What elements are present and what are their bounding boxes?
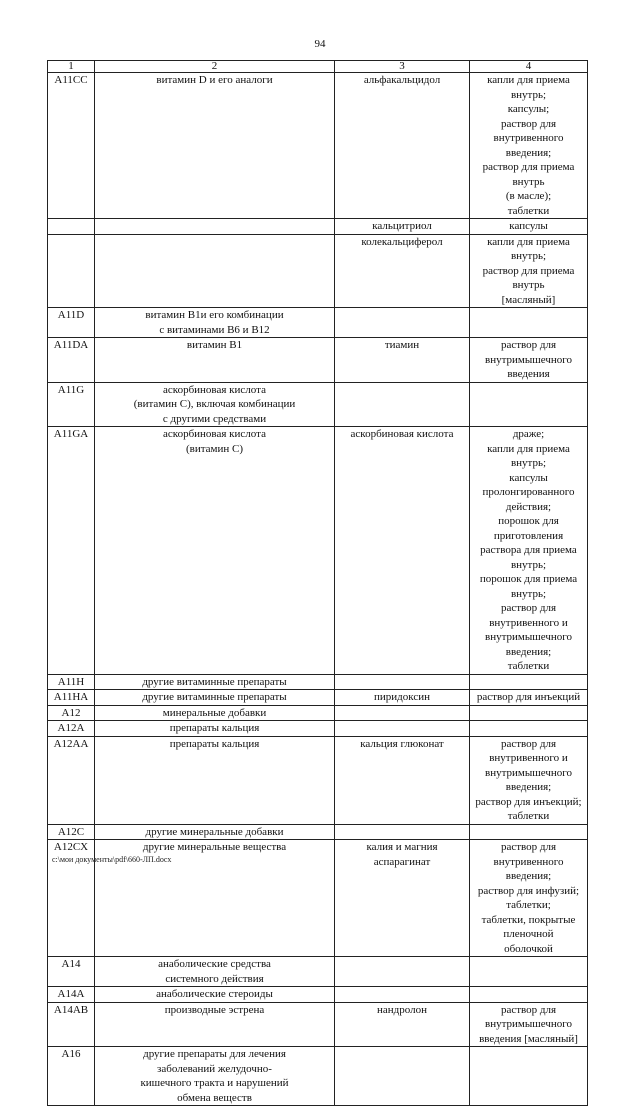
group-name xyxy=(95,1047,335,1106)
dosage-forms xyxy=(470,987,588,1003)
drug-name xyxy=(335,957,470,987)
page-number: 94 xyxy=(314,38,326,50)
table-row xyxy=(48,705,588,721)
dosage-forms-line: таблетки xyxy=(507,810,550,822)
drug-name xyxy=(335,674,470,690)
drug-name-line: кальцитриол xyxy=(372,220,432,232)
dosage-forms-line: введения; xyxy=(505,146,552,159)
drug-name xyxy=(335,1002,470,1047)
column-header: 2 xyxy=(95,61,335,73)
drug-name xyxy=(335,721,470,737)
dosage-forms xyxy=(470,705,588,721)
column-header: 4 xyxy=(470,61,588,73)
dosage-forms-line: раствор для внутривенного и xyxy=(489,737,568,764)
group-name-line: витамин B1 xyxy=(186,339,243,351)
table-row xyxy=(48,736,588,824)
dosage-forms-line: капсулы xyxy=(509,220,548,232)
atc-code: A12 xyxy=(48,705,95,721)
dosage-forms-line: порошок для приема внутрь; xyxy=(479,573,578,600)
group-name xyxy=(95,824,335,840)
atc-code: A11G xyxy=(48,382,95,427)
drug-name-line: кальция глюконат xyxy=(360,737,444,750)
dosage-forms xyxy=(470,308,588,338)
dosage-forms-line: внутримышечного введения; xyxy=(485,631,572,658)
table-row xyxy=(48,308,588,338)
dosage-forms-line: капли для приема внутрь; xyxy=(487,442,570,469)
dosage-forms xyxy=(470,674,588,690)
atc-code: A14 xyxy=(48,957,95,987)
table-row xyxy=(48,1047,588,1106)
drug-name xyxy=(335,824,470,840)
drug-name xyxy=(335,736,470,824)
group-name-line: другие препараты для лечения xyxy=(143,1048,286,1060)
table-row xyxy=(48,957,588,987)
dosage-forms xyxy=(470,721,588,737)
dosage-forms-line: таблетки xyxy=(507,204,550,217)
drug-name xyxy=(335,308,470,338)
drug-name-line: альфакальцидол xyxy=(363,74,441,86)
group-name-line: минеральные добавки xyxy=(162,706,267,719)
group-name-line: аскорбиновая кислота xyxy=(163,383,266,396)
dosage-forms-line: таблетки; xyxy=(506,899,551,911)
group-name xyxy=(95,957,335,987)
dosage-forms-line: раствор для инъекций xyxy=(476,691,581,703)
group-name-line: с другими средствами xyxy=(162,412,267,425)
group-name-line: производные эстрена xyxy=(164,1003,265,1016)
group-name xyxy=(95,705,335,721)
dosage-forms xyxy=(470,427,588,675)
drug-name-line: тиамин xyxy=(384,339,420,351)
dosage-forms-line: раствор для внутримышечного xyxy=(485,339,572,366)
atc-code: A11DA xyxy=(48,338,95,383)
group-name xyxy=(95,987,335,1003)
dosage-forms xyxy=(470,234,588,308)
dosage-forms xyxy=(470,840,588,957)
dosage-forms-line: раствор для внутривенного xyxy=(493,841,564,868)
group-name xyxy=(95,674,335,690)
dosage-forms xyxy=(470,957,588,987)
table-row xyxy=(48,674,588,690)
dosage-forms-line: раствор для приема внутрь xyxy=(482,161,575,188)
table-row xyxy=(48,1002,588,1047)
atc-code xyxy=(48,219,95,235)
drug-name-line: аспарагинат xyxy=(373,855,431,868)
atc-code: A12CX xyxy=(48,840,95,957)
dosage-forms-line: раствор для внутримышечного xyxy=(485,1003,572,1030)
group-name xyxy=(95,73,335,219)
atc-code xyxy=(48,234,95,308)
group-name-line: кишечного тракта и нарушений xyxy=(140,1077,289,1089)
dosage-forms-line: порошок для приготовления xyxy=(493,515,564,542)
table-row xyxy=(48,987,588,1003)
dosage-forms-line: таблетки, покрытые пленочной xyxy=(481,913,576,940)
dosage-forms-line: раствора для приема внутрь; xyxy=(480,544,577,571)
atc-code: A14A xyxy=(48,987,95,1003)
dosage-forms xyxy=(470,73,588,219)
group-name xyxy=(95,308,335,338)
group-name xyxy=(95,219,335,235)
group-name-line: системного действия xyxy=(165,972,264,985)
drug-name-line: калия и магния xyxy=(366,841,438,853)
drug-name xyxy=(335,690,470,706)
atc-code: A11CC xyxy=(48,73,95,219)
atc-code: A11GA xyxy=(48,427,95,675)
table-row xyxy=(48,721,588,737)
dosage-forms xyxy=(470,219,588,235)
table-row xyxy=(48,824,588,840)
footer-file-path: c:\мои документы\pdf\660-ЛП.docx xyxy=(52,855,172,864)
atc-code: A12C xyxy=(48,824,95,840)
dosage-forms-line: оболочкой xyxy=(504,942,553,955)
drug-name-line: аскорбиновая кислота xyxy=(350,428,454,440)
group-name-line: препараты кальция xyxy=(169,737,260,750)
group-name xyxy=(95,427,335,675)
drug-name xyxy=(335,987,470,1003)
dosage-forms xyxy=(470,382,588,427)
group-name xyxy=(95,1002,335,1047)
dosage-forms-line: внутримышечного введения; xyxy=(485,766,572,793)
table-header-row xyxy=(48,61,588,73)
dosage-forms xyxy=(470,690,588,706)
group-name xyxy=(95,736,335,824)
dosage-forms xyxy=(470,1047,588,1106)
dosage-forms-line: (в масле); xyxy=(505,190,552,202)
atc-code: A12AA xyxy=(48,736,95,824)
drug-name xyxy=(335,338,470,383)
group-name-line: заболеваний желудочно- xyxy=(157,1062,272,1075)
atc-code: A16 xyxy=(48,1047,95,1106)
drug-name xyxy=(335,1047,470,1106)
table-row xyxy=(48,73,588,219)
table-row xyxy=(48,234,588,308)
table-row xyxy=(48,690,588,706)
drug-name-line: пиридоксин xyxy=(374,691,430,703)
group-name-line: препараты кальция xyxy=(169,722,260,734)
table-row xyxy=(48,219,588,235)
dosage-forms-line: капсулы; xyxy=(507,103,550,115)
group-name-line: другие минеральные добавки xyxy=(145,825,284,838)
drug-name xyxy=(335,382,470,427)
dosage-forms-line: введения xyxy=(507,368,550,380)
group-name-line: другие витаминные препараты xyxy=(142,675,287,688)
atc-code: A11H xyxy=(48,674,95,690)
dosage-forms-line: раствор для инфузий; xyxy=(477,884,580,897)
dosage-forms-line: капли для приема внутрь; xyxy=(487,235,570,262)
dosage-forms-line: действия; xyxy=(505,500,552,513)
group-name xyxy=(95,234,335,308)
column-header: 1 xyxy=(48,61,95,73)
column-header: 3 xyxy=(335,61,470,73)
dosage-forms-line: капсулы пролонгированного xyxy=(482,471,575,498)
dosage-forms-line: раствор для внутривенного и xyxy=(489,602,568,629)
dosage-forms-line: раствор для внутривенного xyxy=(493,117,564,144)
atc-code: A11D xyxy=(48,308,95,338)
table-row xyxy=(48,427,588,675)
group-name-line: (витамин C) xyxy=(185,442,244,455)
drug-name-line: колекальциферол xyxy=(361,235,443,248)
group-name-line: (витамин C), включая комбинации xyxy=(133,398,296,410)
group-name xyxy=(95,382,335,427)
dosage-forms-line: введения [масляный] xyxy=(479,1032,578,1045)
group-name-line: анаболические средства xyxy=(158,958,271,970)
group-name xyxy=(95,338,335,383)
group-name-line: другие минеральные вещества xyxy=(142,841,287,853)
drug-name xyxy=(335,219,470,235)
group-name-line: витамин D и его аналоги xyxy=(156,74,273,86)
dosage-forms-line: драже; xyxy=(512,428,545,440)
dosage-forms xyxy=(470,824,588,840)
dosage-forms xyxy=(470,736,588,824)
drug-name xyxy=(335,73,470,219)
group-name-line: анаболические стероиды xyxy=(156,988,273,1000)
atc-code: A12A xyxy=(48,721,95,737)
dosage-forms-line: раствор для инъекций; xyxy=(475,795,582,808)
table-row xyxy=(48,338,588,383)
group-name xyxy=(95,721,335,737)
drug-name xyxy=(335,840,470,957)
atc-code: A14AB xyxy=(48,1002,95,1047)
group-name-line: витамин B1и его комбинации xyxy=(145,309,284,321)
drug-name xyxy=(335,427,470,675)
dosage-forms-line: капли для приема внутрь; xyxy=(487,74,570,101)
drug-name-line: нандролон xyxy=(377,1003,427,1016)
dosage-forms-line: таблетки xyxy=(507,660,550,672)
table-row xyxy=(48,382,588,427)
group-name-line: обмена веществ xyxy=(177,1091,252,1104)
dosage-forms-line: [масляный] xyxy=(501,293,556,306)
drug-table xyxy=(47,60,588,1106)
atc-code: A11HA xyxy=(48,690,95,706)
drug-name xyxy=(335,705,470,721)
dosage-forms-line: введения; xyxy=(505,870,552,882)
group-name-line: другие витаминные препараты xyxy=(142,691,287,703)
dosage-forms-line: раствор для приема внутрь xyxy=(482,264,575,291)
drug-name xyxy=(335,234,470,308)
group-name xyxy=(95,690,335,706)
dosage-forms xyxy=(470,1002,588,1047)
dosage-forms xyxy=(470,338,588,383)
group-name-line: с витаминами B6 и B12 xyxy=(159,323,270,336)
group-name-line: аскорбиновая кислота xyxy=(163,428,266,440)
